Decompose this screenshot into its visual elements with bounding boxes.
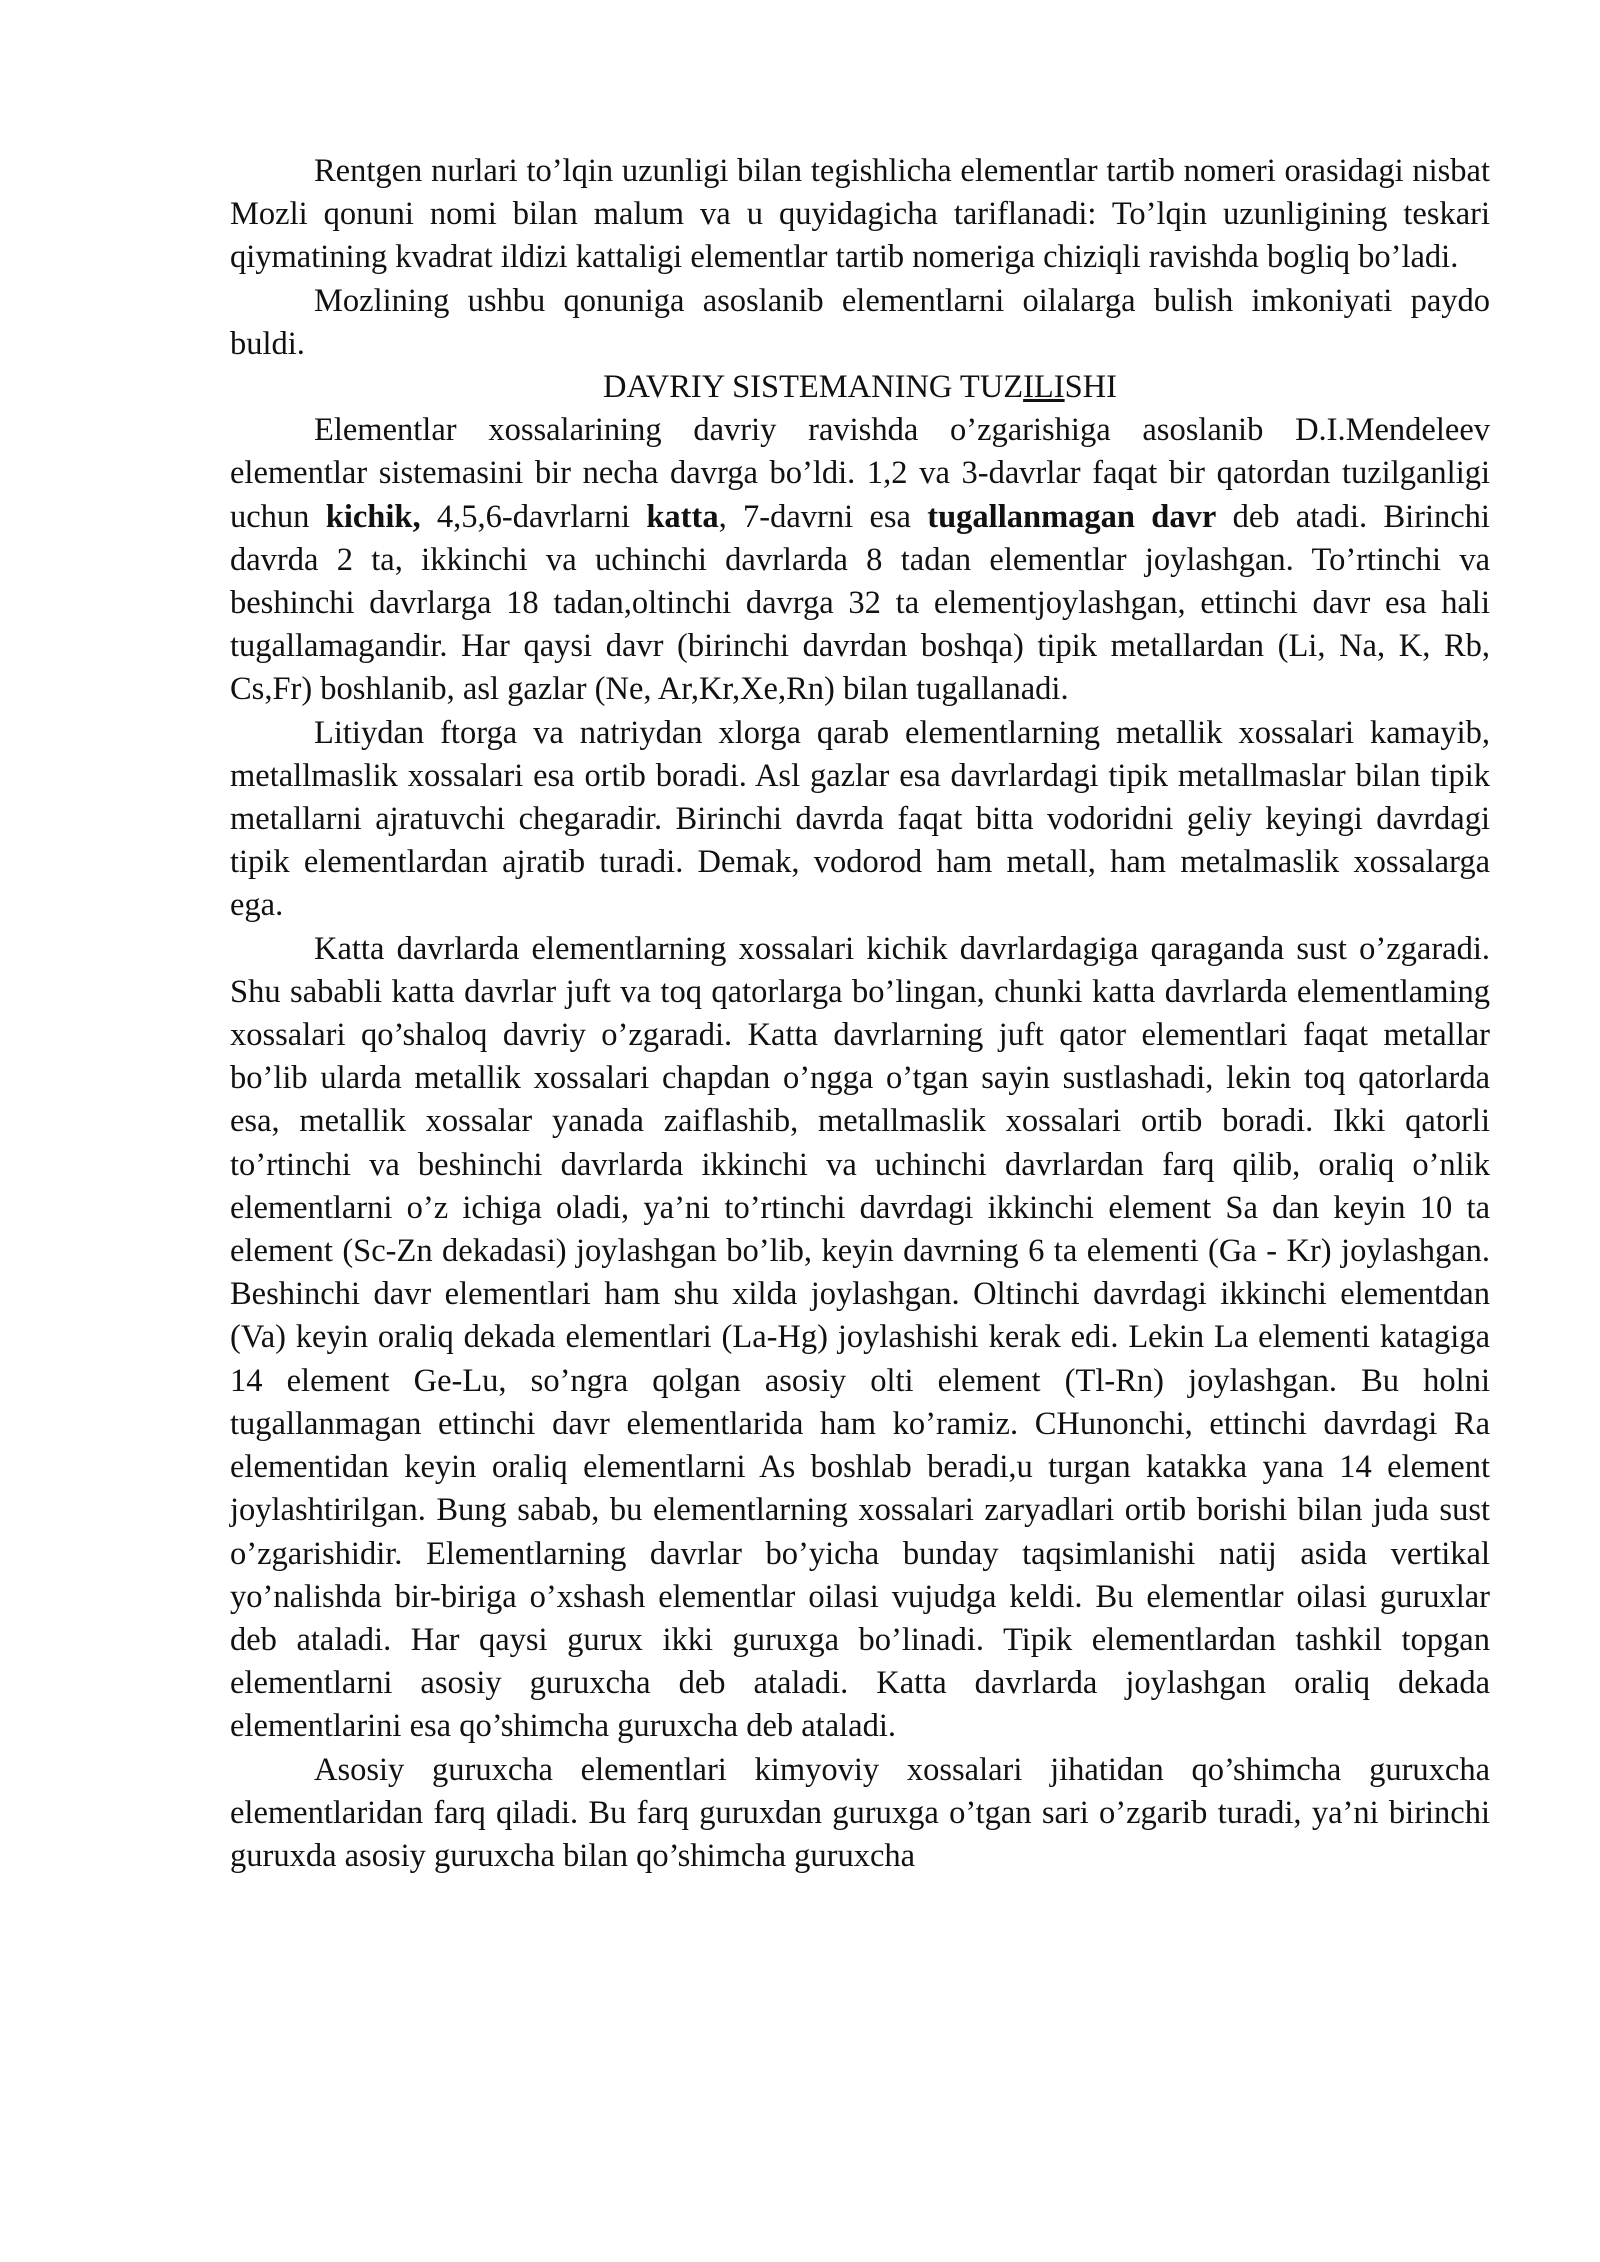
bold-term-large: katta <box>646 498 719 535</box>
section-heading <box>230 366 1490 409</box>
text-run: 4,5,6-davrlarni <box>420 498 647 535</box>
bold-term-small: kichik, <box>325 498 421 535</box>
paragraph-moseley-law: Rentgen nurlari to’lqin uzunligi bilan tegishlicha elementlar tartib nomeri orasidagi nisbat Mozli qonuni nomi bilan malum va u quyidagicha tariflanadi: To’lqin uzunligining teskari qiymatining kvadrat ildizi kattaligi elementlar tartib nomeriga chiziqli ravishda bogliq bo’ladi. <box>230 153 1490 276</box>
paragraph-metallic-properties: Litiydan ftorga va natriydan xlorga qarab elementlarning metallik xossalari kamayib, metallmaslik xossalari esa ortib boradi. Asl gazlar esa davrlardagi tipik metallmaslar bilan tipik metallarni ajratuvchi chegaradir. Birinchi davrda faqat bitta vodoridni geliy keyingi davrdagi tipik elementlardan ajratib turadi. Demak, vodorod ham metall, ham metalmaslik xossalarga ega. <box>230 714 1490 924</box>
text-run: deb atadi. Birinchi davrda 2 ta, ikkinchi va uchinchi davrlarda 8 tadan elementlar joylashgan. To’rtinchi va beshinchi davrlarga 18 tadan,oltinchi davrga 32 ta elementjoylashgan, ettinchi davr esa hali tugallamagandir. Har qaysi davr (birinchi davrdan boshqa) tipik metallardan (Li, Na, K, Rb, Cs,Fr) boshlanib, asl gazlar (Ne, Ar,Kr,Xe,Rn) bilan tugallanadi. <box>230 498 1490 708</box>
paragraph-subgroups: Asosiy guruxcha elementlari kimyoviy xossalari jihatidan qo’shimcha guruxcha elementlaridan farq qiladi. Bu farq guruxdan guruxga o’tgan sari o’zgarib turadi, ya’ni birinchi guruxda asosiy guruxcha bilan qo’shimcha guruxcha <box>230 1751 1490 1874</box>
document-page <box>230 150 1490 1878</box>
heading-part-3: SHI <box>1064 369 1117 406</box>
heading-part-underlined: ILI <box>1023 369 1065 406</box>
heading-part-1: DAVRIY SISTEMANING TUZ <box>603 369 1024 406</box>
paragraph-large-periods: Katta davrlarda elementlarning xossalari kichik davrlardagiga qaraganda sust o’zgaradi. Shu sababli katta davrlar juft va toq qatorlarga bo’lingan, chunki katta davrlarda elementlaming xossalari qo’shaloq davriy o’zgaradi. Katta davrlarning juft qator elementlari faqat metallar bo’lib ularda metallik xossalari chapdan o’ngga o’tgan sayin sustlashadi, lekin toq qatorlarda esa, metallik xossalar yanada zaiflashib, metallmaslik xossalari ortib boradi. Ikki qatorli to’rtinchi va beshinchi davrlarda ikkinchi va uchinchi davrlardan farq qilib, oraliq o’nlik elementlarni o’z ichiga oladi, ya’ni to’rtinchi davrdagi ikkinchi element Sa dan keyin 10 ta element (Sc-Zn dekadasi) joylashgan bo’lib, keyin davrning 6 ta elementi (Ga - Kr) joylashgan. Beshinchi davr elementlari ham shu xilda joylashgan. Oltinchi davrdagi ikkinchi elementdan (Va) keyin oraliq dekada elementlari (La-Hg) joylashishi kerak edi. Lekin La elementi katagiga 14 element Ge-Lu, so’ngra qolgan asosiy olti element (Tl-Rn) joylashgan. Bu holni tugallanmagan ettinchi davr elementlarida ham ko’ramiz. CHunonchi, ettinchi davrdagi Ra elementidan keyin oraliq elementlarni As boshlab beradi,u turgan katakka yana 14 element joylashtirilgan. Bung sabab, bu elementlarning xossalari zaryadlari ortib borishi bilan juda sust o’zgarishidir. Elementlarning davrlar bo’yicha bunday taqsimlanishi natij asida vertikal yo’nalishda bir-biriga o’xshash elementlar oilasi vujudga keldi. Bu elementlar oilasi guruxlar deb ataladi. Har qaysi gurux ikki guruxga bo’linadi. Tipik elementlardan tashkil topgan elementlarni asosiy guruxcha deb ataladi. Katta davrlarda joylashgan oraliq dekada elementlarini esa qo’shimcha guruxcha deb ataladi. <box>230 930 1490 1745</box>
paragraph-periods <box>230 409 1490 711</box>
text-run: , 7-davrni esa <box>718 498 928 535</box>
bold-term-incomplete: tugallanmagan davr <box>927 498 1217 535</box>
text-run: Elementlar xossalarining davriy ravishda o’zgarishiga asoslanib D.I.Mendeleev elementlar sistemasini bir necha davrga bo’ldi. 1,2 va 3-davrlar faqat bir qatordan tuzilganligi uchun <box>230 412 1490 535</box>
paragraph-element-families: Mozlining ushbu qonuniga asoslanib elementlarni oilalarga bulish imkoniyati paydo buldi. <box>230 282 1490 362</box>
